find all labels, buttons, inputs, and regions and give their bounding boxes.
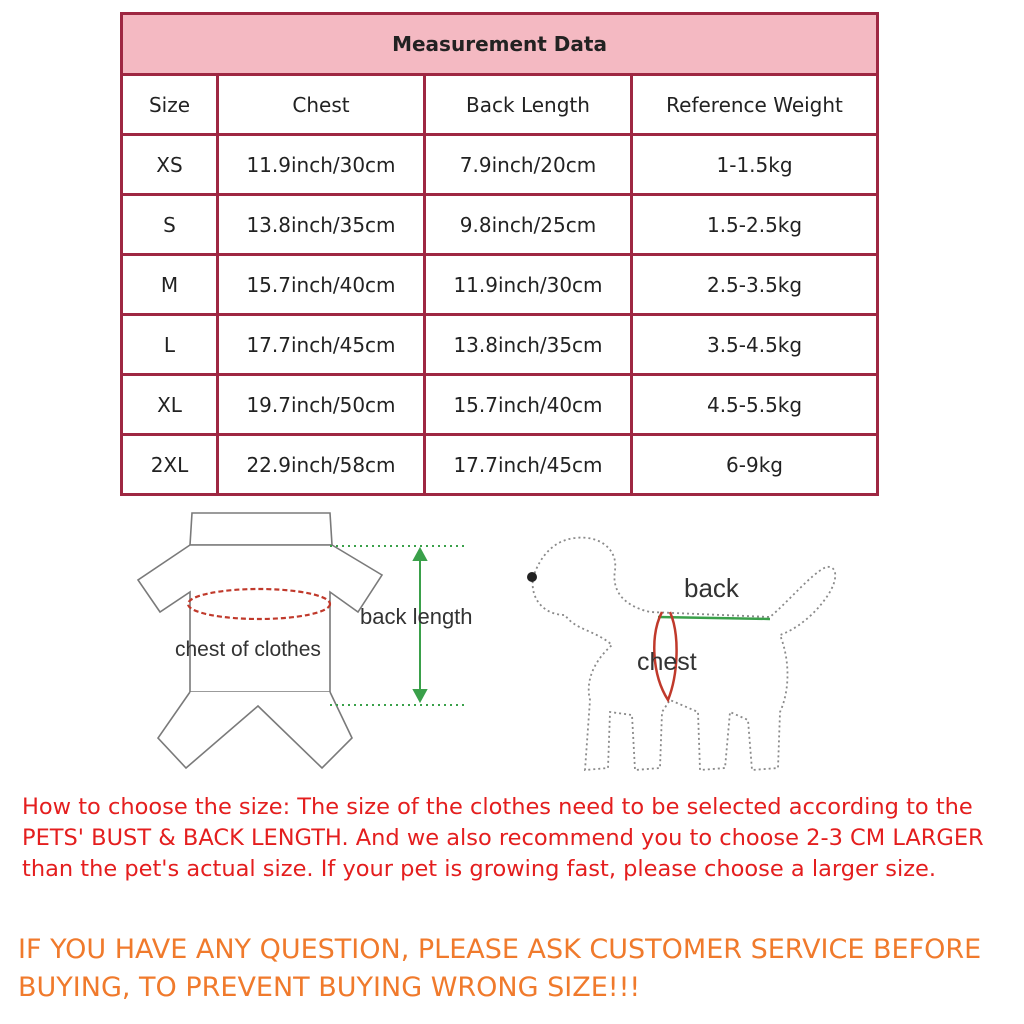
cell-back-length: 11.9inch/30cm — [425, 255, 632, 315]
header-size: Size — [122, 75, 218, 135]
cell-size: L — [122, 315, 218, 375]
table-row — [122, 375, 878, 435]
cell-back-length: 9.8inch/25cm — [425, 195, 632, 255]
cell-chest: 15.7inch/40cm — [218, 255, 425, 315]
cell-back-length: 15.7inch/40cm — [425, 375, 632, 435]
clothes-chest-label: chest of clothes — [175, 638, 321, 661]
cell-back-length: 7.9inch/20cm — [425, 135, 632, 195]
header-reference-weight: Reference Weight — [632, 75, 878, 135]
cell-size: XS — [122, 135, 218, 195]
table-row — [122, 255, 878, 315]
cell-chest: 19.7inch/50cm — [218, 375, 425, 435]
cell-chest: 11.9inch/30cm — [218, 135, 425, 195]
cell-weight: 4.5-5.5kg — [632, 375, 878, 435]
cell-weight: 1.5-2.5kg — [632, 195, 878, 255]
header-chest: Chest — [218, 75, 425, 135]
customer-service-warning: IF YOU HAVE ANY QUESTION, PLEASE ASK CUSTOMER SERVICE BEFORE BUYING, TO PREVENT BUYING WRONG SIZE!!! — [18, 934, 982, 1003]
dog-chest-label: chest — [637, 648, 697, 676]
clothes-back-length-label: back length — [360, 604, 473, 629]
size-instructions: How to choose the size: The size of the clothes need to be selected according to the PETS' BUST & BACK LENGTH. And we also recommend you to choose 2-3 CM LARGER than the pet's actual size. If your pet is growing fast, please choose a larger size. — [22, 794, 984, 882]
cell-weight: 2.5-3.5kg — [632, 255, 878, 315]
cell-size: S — [122, 195, 218, 255]
cell-chest: 13.8inch/35cm — [218, 195, 425, 255]
table-row — [122, 195, 878, 255]
dog-nose-icon — [527, 572, 537, 582]
dog-back-line — [658, 617, 770, 619]
cell-back-length: 17.7inch/45cm — [425, 435, 632, 495]
cell-weight: 1-1.5kg — [632, 135, 878, 195]
table-title-row — [122, 14, 878, 75]
table-row — [122, 435, 878, 495]
cell-back-length: 13.8inch/35cm — [425, 315, 632, 375]
table-row — [122, 315, 878, 375]
cell-size: 2XL — [122, 435, 218, 495]
cell-chest: 17.7inch/45cm — [218, 315, 425, 375]
measurement-diagram — [120, 505, 880, 780]
table-title: Measurement Data — [122, 14, 878, 75]
measurement-table — [120, 12, 879, 496]
header-back-length: Back Length — [425, 75, 632, 135]
cell-size: M — [122, 255, 218, 315]
table-header-row — [122, 75, 878, 135]
dog-back-label: back — [684, 573, 739, 603]
cell-weight: 3.5-4.5kg — [632, 315, 878, 375]
table-row — [122, 135, 878, 195]
cell-chest: 22.9inch/58cm — [218, 435, 425, 495]
cell-size: XL — [122, 375, 218, 435]
cell-weight: 6-9kg — [632, 435, 878, 495]
